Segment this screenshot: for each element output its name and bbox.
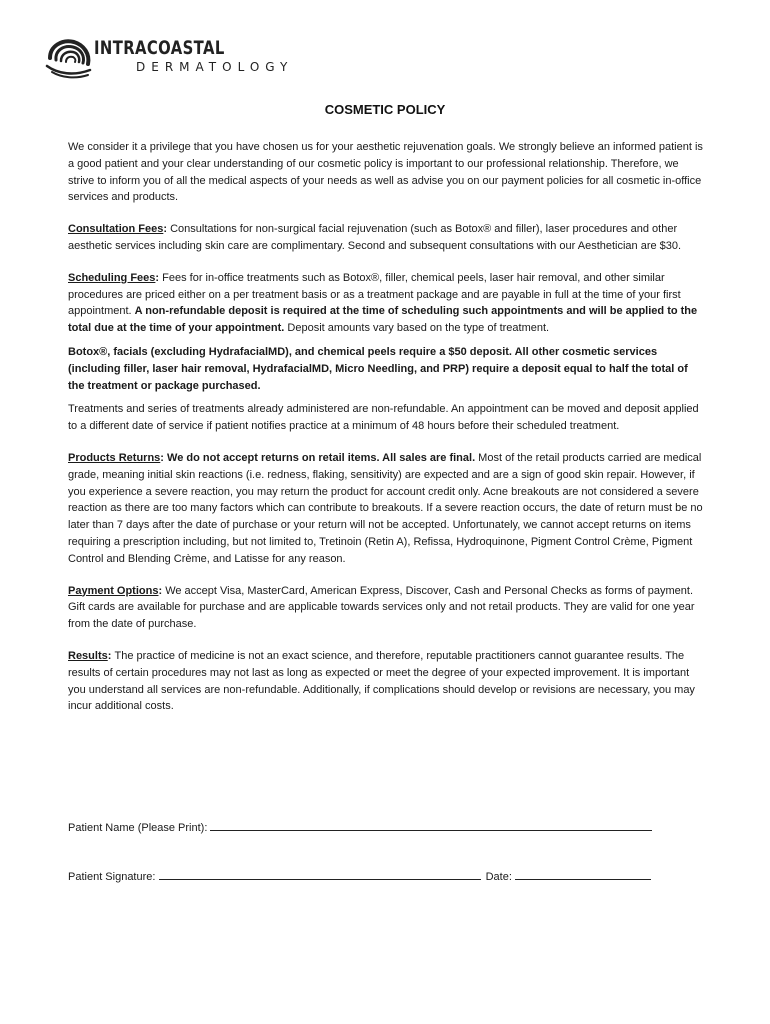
scheduling-deposit-bold: A non-refundable deposit is required at the time of scheduling such appointments and will be applied to the total due at the time of your appointment. — [68, 305, 698, 335]
patient-name-label: Patient Name (Please Print): — [68, 822, 208, 834]
returns-section: Products Returns: We do not accept returns on retail items. All sales are final. Most of the retail products carried are medical grade, meaning initial skin reactions (i.e. redness, flaking, sensitivity) are expected and are a sign of good skin repair. However, if you experience a severe reaction, you may return the product for account credit only. Acne breakouts are not considered a severe reaction as there are too many factors which can contribute to breakouts. If a severe reaction occurs, the date of return must be no later than 7 days after the date of purchase or your return will not be accepted. Unfortunately, we cannot accept returns on items requiring a prescription including, but not limited to, Tretinoin (Retin A), Refissa, Hydroquinone, Pigment Control Crème, Pigment Control and Blending Crème, and Latisse for any reason. — [68, 451, 703, 565]
returns-heading: Products Returns — [68, 451, 161, 464]
payment-section: Payment Options: We accept Visa, MasterCard, American Express, Discover, Cash and Personal Checks as forms of payment. Gift cards are available for purchase and are applicable towards services only and not retail products. They are valid for one year from the date of purchase. — [68, 584, 695, 631]
results-section: Results: The practice of medicine is not an exact science, and therefore, reputable practitioners cannot guarantee results. The results of certain procedures may not last as long as expected or meet the degree of your expected improvement. It is important you understand all services are non-refundable. Additionally, if complications should develop or revisions are necessary, you may incur additional costs. — [68, 649, 695, 713]
patient-signature-line[interactable] — [159, 868, 481, 880]
refund-note: Treatments and series of treatments already administered are non-refundable. An appointment can be moved and deposit applied to a different date of service if patient notifies practice at a minimum of 48 hours before their scheduled treatment. — [68, 403, 699, 433]
logo-text-dermatology: DERMATOLOGY — [136, 60, 294, 74]
consultation-text: Consultations for non-surgical facial rejuvenation (such as Botox® and filler), laser procedures and other aesthetic services including skin care are complimentary. Second and subsequent consultations with our Aesthetician are $30. — [68, 223, 682, 252]
policy-body — [68, 139, 704, 715]
intro-paragraph: We consider it a privilege that you have chosen us for your aesthetic rejuvenation goals. We strongly believe an informed patient is a good patient and your clear understanding of our cosmetic policy is important to our professional relationship. Therefore, we strive to inform you of all the medical aspects of your needs as well as advise you on our payment policies for all cosmetic in-office services and products. — [68, 141, 703, 204]
deposit-note: Botox®, facials (excluding HydrafacialMD), and chemical peels require a $50 deposit. All other cosmetic services (including filler, laser hair removal, HydrafacialMD, Micro Needling, and PRP) require a deposit equal to half the total of the treatment or package purchased. — [68, 345, 688, 392]
page-title: COSMETIC POLICY — [324, 102, 446, 117]
payment-heading: Payment Options — [68, 584, 159, 597]
patient-signature-row — [68, 868, 651, 884]
results-text: The practice of medicine is not an exact science, and therefore, reputable practitioners cannot guarantee results. The results of certain procedures may not last as long as expected or meet the degree of your expected improvement. It is important you understand all services are non-refundable. Additionally, if complications should develop or revisions are necessary, you may incur additional costs. — [68, 649, 695, 713]
patient-signature-label: Patient Signature: — [68, 871, 156, 883]
returns-bold: We do not accept returns on retail items. All sales are final. — [167, 451, 476, 464]
scheduling-section: Scheduling Fees: Fees for in-office treatments such as Botox®, filler, chemical peels, laser hair removal, and other similar procedures are priced either on a per treatment basis or as a treatment package and are payable in full at the time of your first appointment. A non-refundable deposit is required at the time of scheduling such appointments and will be applied to the total due at the time of your appointment. Deposit amounts vary based on the type of treatment. — [68, 271, 698, 335]
patient-name-row — [68, 819, 652, 835]
date-line[interactable] — [515, 868, 651, 880]
patient-name-line[interactable] — [210, 819, 652, 831]
swirl-logo-icon — [44, 36, 94, 80]
company-logo — [44, 36, 294, 80]
scheduling-text: Fees for in-office treatments such as Botox®, filler, chemical peels, laser hair removal, and other similar procedures are priced either on a per treatment basis or as a treatment package and are payable in full at the time of your first appointment. — [68, 271, 681, 318]
scheduling-heading: Scheduling Fees — [68, 271, 156, 284]
scheduling-text-2: Deposit amounts vary based on the type of treatment. — [284, 322, 550, 335]
results-heading: Results — [68, 649, 108, 662]
logo-text-intracoastal: INTRACOASTAL — [94, 37, 225, 59]
payment-text: We accept Visa, MasterCard, American Express, Discover, Cash and Personal Checks as forms of payment. Gift cards are available for purchase and are applicable towards services only and not retail products. They are valid for one year from the date of purchase. — [68, 584, 695, 631]
date-label: Date: — [485, 871, 512, 883]
returns-text: Most of the retail products carried are medical grade, meaning initial skin reactions (i.e. redness, flaking, sensitivity) are expected and are a sign of good skin repair. However, if you experience a severe reaction, you may return the product for account credit only. Acne breakouts are not considered a severe reaction as there are too many factors which can contribute to breakouts. If a severe reaction occurs, the date of return must be no later than 7 days after the date of purchase or your return will not be accepted. Unfortunately, we cannot accept returns on items requiring a prescription including, but not limited to, Tretinoin (Retin A), Refissa, Hydroquinone, Pigment Control Crème, Pigment Control and Blending Crème, and Latisse for any reason. — [68, 451, 703, 565]
consultation-heading: Consultation Fees — [68, 223, 164, 236]
consultation-section: Consultation Fees: Consultations for non-surgical facial rejuvenation (such as Botox® and filler), laser procedures and other aesthetic services including skin care are complimentary. Second and subsequent consultations with our Aesthetician are $30. — [68, 223, 682, 252]
